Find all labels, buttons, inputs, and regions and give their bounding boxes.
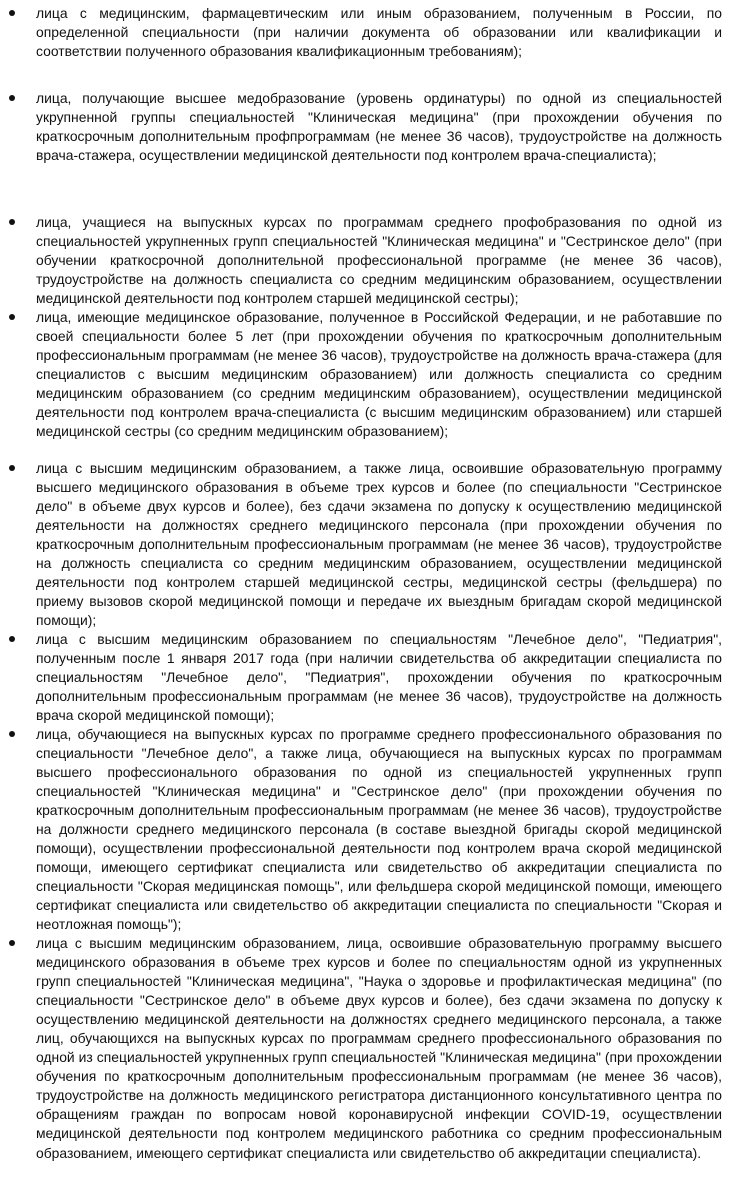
list-item-text: лица с высшим медицинским образованием, а также лица, освоившие образовательную программу высшего медицинского образования в объеме трех курсов и более (по специальности "Сестринское дело" в объеме двух курсов и более), без сдачи экзамена по допуску к осуществлению медицинской деятельности на должностях среднего медицинского персонала (при прохождении обучения по краткосрочным дополнительным профессиональным программам (не менее 36 часов), трудоустройстве на должность специалиста со средним медицинским образованием, осуществлении медицинской деятельности под контролем старшей медицинской сестры, медицинской сестры (фельдшера) по приему вызовов скорой медицинской помощи и передаче их выездным бригадам скорой медицинской помощи); [36, 460, 722, 629]
list-item-text: лица с высшим медицинским образованием по специальностям "Лечебное дело", "Педиатрия", полученным после 1 января 2017 года (при наличии свидетельства об аккредитации специалиста по специальностям "Лечебное дело", "Педиатрия", прохождении обучения по краткосрочным дополнительным профессиональным программам (не менее 36 часов), трудоустройстве на должность врача скорой медицинской помощи); [36, 631, 722, 724]
list-item-text: лица с высшим медицинским образованием, лица, освоившие образовательную программу высшего медицинского образования в объеме трех курсов и более по специальностям одной из укрупненных групп специальностей "Клиническая медицина", "Наука о здоровье и профилактическая медицина" (по специальности "Сестринское дело" в объеме двух курсов и более), без сдачи экзамена по допуску к осуществлению медицинской деятельности на должностях среднего медицинского персонала, а также лиц, обучающихся на выпускных курсах по программам среднего профессионального образования по одной из специальностей укрупненных групп специальностей "Клиническая медицина" (при прохождении обучения по краткосрочным дополнительным профессиональным программам (не менее 36 часов), трудоустройстве на должность медицинского регистратора дистанционного консультативного центра по обращениям граждан по вопросам новой коронавирусной инфекции COVID-19, осуществлении медицинской деятельности под контролем медицинского работника со средним профессиональным образованием, имеющего сертификат специалиста или свидетельство об аккредитации специалиста). [36, 935, 722, 1161]
bullet-icon [9, 219, 15, 225]
bullet-icon [9, 95, 15, 101]
bullet-icon [9, 940, 15, 946]
bullet-icon [9, 314, 15, 320]
bullet-icon [9, 636, 15, 642]
bullet-icon [9, 731, 15, 737]
list-item-text: лица с медицинским, фармацевтическим или иным образованием, полученным в России, по определенной специальности (при наличии документа об образовании или квалификации и соответствии полученного образования квалификационным требованиям); [36, 5, 722, 60]
list-item-text: лица, учащиеся на выпускных курсах по программам среднего профобразования по одной из специальностей укрупненных групп специальностей "Клиническая медицина" и "Сестринское дело" (при обучении краткосрочной дополнительной профессиональной программе (не менее 36 часов), трудоустройстве на должность специалиста со средним медицинским образованием, осуществлении медицинской деятельности под контролем старшей медицинской сестры); [36, 214, 722, 307]
bullet-icon [9, 10, 15, 16]
list-item-text: лица, обучающиеся на выпускных курсах по программе среднего профессионального образования по специальности "Лечебное дело", а также лица, обучающиеся на выпускных курсах по программам высшего профессионального образования по одной из специальностей укрупненных групп специальностей "Клиническая медицина" и "Сестринское дело" (при прохождении обучения по краткосрочным дополнительным профессиональным программам (не менее 36 часов), трудоустройстве на должности среднего медицинского персонала (в составе выездной бригады скорой медицинской помощи), осуществлении профессиональной деятельности под контролем врача скорой медицинской помощи, имеющего сертификат специалиста или свидетельство об аккредитации специалиста по специальности "Скорая медицинская помощь", или фельдшера скорой медицинской помощи, имеющего сертификат специалиста или свидетельство об аккредитации специалиста по специальности "Скорая и неотложная помощь"); [36, 726, 722, 933]
list-item-text: лица, имеющие медицинское образование, полученное в Российской Федерации, и не работавшие по своей специальности более 5 лет (при прохождении обучения по краткосрочным дополнительным профессиональным программам (не менее 36 часов), трудоустройстве на должность врача-стажера (для специалистов с высшим медицинским образованием) или должность специалиста со средним медицинским образованием (со средним медицинским образованием), осуществлении медицинской деятельности под контролем врача-специалиста (с высшим медицинским образованием) или старшей медицинской сестры (со средним медицинским образованием); [36, 309, 722, 440]
list-item-text: лица, получающие высшее медобразование (уровень ординатуры) по одной из специальностей укрупненной группы специальностей "Клиническая медицина" (при прохождении обучения по краткосрочным дополнительным профпрограммам (не менее 36 часов), трудоустройстве на должность врача-стажера, осуществлении медицинской деятельности под контролем врача-специалиста); [36, 90, 722, 164]
bullet-icon [9, 465, 15, 471]
